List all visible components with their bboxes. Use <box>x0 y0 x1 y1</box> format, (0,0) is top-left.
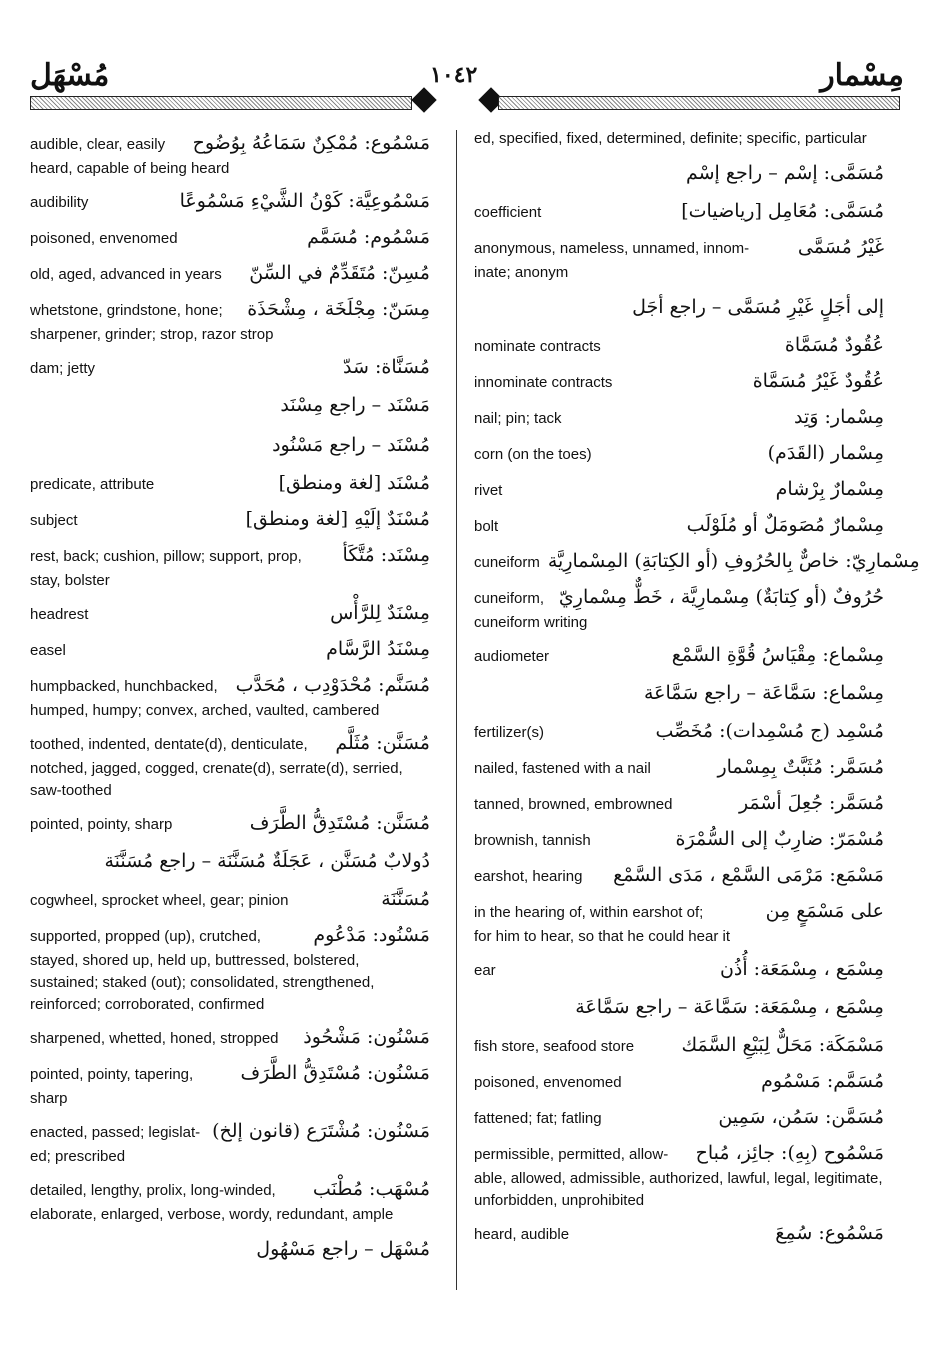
entry-arabic: مِسْنَدٌ لِلرَّأْس <box>330 602 430 624</box>
entry-arabic: مَسْمُوع: مُمْكِنٌ سَمَاعُهُ بِوُضُوح <box>192 132 430 154</box>
entry-arabic: مُسَمَّى: مُعَامِل [رياضيات] <box>681 200 884 222</box>
entry-arabic: مُسَنَّاة: سَدّ <box>343 356 430 378</box>
entry-arabic: مُسَنَّنَة <box>381 888 430 910</box>
entry-arabic: مَسْنُون: مُشْتَرَع (قانون إلخ) <box>212 1120 430 1142</box>
entry-english: humpbacked, hunchbacked, <box>30 678 218 695</box>
dictionary-entry <box>30 884 430 914</box>
dictionary-entry <box>474 474 884 504</box>
entry-arabic: عُقُودٌ غَيْرُ مُسَمَّاة <box>752 370 884 392</box>
entry-english: fertilizer(s) <box>474 724 544 741</box>
entry-arabic: مُسَمَّن: سَمُن، سَمِين <box>718 1106 884 1128</box>
dictionary-entry <box>474 1066 884 1096</box>
dictionary-entry <box>30 920 430 1016</box>
entry-english: dam; jetty <box>30 360 96 377</box>
entry-arabic: مُسْهَب: مُطْنَب <box>312 1178 430 1200</box>
dictionary-entry <box>30 670 430 722</box>
entry-line <box>30 1022 430 1052</box>
entry-english: bolt <box>474 518 499 535</box>
entry-english: cuneiform <box>474 554 540 571</box>
entry-arabic: مِسْمارٌ مُصَومَلٌ أو مُلَوْلَب <box>686 514 884 536</box>
entry-line <box>474 1030 884 1060</box>
right-guide-word: مِسْمار <box>820 58 904 93</box>
entry-continuation: able, allowed, admissible, authorized, lawful, legal, legitimate, unforbidden, unprohibited <box>474 1170 883 1209</box>
entry-arabic: مَسْنَد – راجع مِسْنَد <box>280 394 430 416</box>
dictionary-entry <box>30 294 430 346</box>
entry-line <box>474 474 884 504</box>
entry-arabic: مُسَمَّم: مَسْمُوم <box>761 1070 884 1092</box>
entry-english: headrest <box>30 606 89 623</box>
entry-arabic: مِسْمارٌ بِرْشام <box>775 478 884 500</box>
entry-line <box>30 634 430 664</box>
dictionary-entry <box>474 954 884 984</box>
entry-arabic: مُسِنّ: مُتَقَدِّمٌ في السِّنّ <box>249 262 430 284</box>
dictionary-entry <box>474 788 884 818</box>
dictionary-entry <box>474 196 884 226</box>
entry-english: brownish, tannish <box>474 832 591 849</box>
entry-english: fattened; fat; fatling <box>474 1110 602 1127</box>
entry-line <box>30 540 430 570</box>
dictionary-entry <box>474 860 884 890</box>
dictionary-entry <box>30 1022 430 1052</box>
entry-line <box>474 860 884 890</box>
entry-arabic: مُسْمِد (ج مُسْمِدات): مُخَصِّب <box>655 720 884 742</box>
entry-line <box>474 402 884 432</box>
entry-english: sharpened, whetted, honed, stropped <box>30 1030 279 1047</box>
entry-english: enacted, passed; legislat- <box>30 1124 201 1141</box>
dictionary-entry <box>474 896 884 948</box>
dictionary-entry <box>30 728 430 802</box>
entry-english: easel <box>30 642 66 659</box>
entry-arabic: دُولابٌ مُسَنَّن ، عَجَلَةٌ مُسَنَّنَة – راجع مُسَنَّنَة <box>104 850 430 872</box>
dictionary-entry <box>30 222 430 252</box>
entry-line <box>474 366 884 396</box>
entry-line <box>474 330 884 360</box>
entry-arabic: غَيْرُ مُسَمَّى <box>797 236 884 258</box>
entry-arabic: مِسْماع: سَمَّاعَة – راجع سَمَّاعَة <box>643 682 884 704</box>
dictionary-entry <box>30 1058 430 1110</box>
entry-arabic: مُسَنَّن: مُسْتَدِقُّ الطَّرَف <box>249 812 430 834</box>
entry-continuation: sharpener, grinder; strop, razor strop <box>30 326 274 343</box>
entry-arabic: مَسْمَكَة: مَحَلٌّ لِبَيْعِ السَّمَك <box>681 1034 884 1056</box>
dictionary-entry <box>30 428 430 462</box>
dictionary-entry <box>474 290 884 324</box>
entry-english: old, aged, advanced in years <box>30 266 222 283</box>
entry-arabic: مُسْنَد [لغة ومنطق] <box>278 472 430 494</box>
entry-line <box>474 716 884 746</box>
entry-arabic: مُسْمَرّ: ضارِبٌ إلى السُّمْرَة <box>675 828 884 850</box>
entry-arabic: مَسْمُوع: سُمِعَ <box>775 1222 884 1244</box>
dictionary-entry <box>474 438 884 468</box>
entry-line <box>30 728 430 758</box>
dictionary-entry <box>474 990 884 1024</box>
dictionary-entry <box>30 186 430 216</box>
entry-english: heard, audible <box>474 1226 570 1243</box>
entry-line <box>474 640 884 670</box>
dictionary-entry <box>474 546 920 576</box>
entry-continuation: humped, humpy; convex, arched, vaulted, cambered <box>30 702 380 719</box>
entry-arabic: عُقُودٌ مُسَمَّاة <box>784 334 884 356</box>
entry-arabic: على مَسْمَعٍ مِن <box>765 900 884 922</box>
entry-english: toothed, indented, dentate(d), denticulate, <box>30 736 308 753</box>
entry-arabic: مُسَمَّر: جُعِلَ أسْمَر <box>738 792 884 814</box>
dictionary-entry <box>30 504 430 534</box>
dictionary-entry <box>474 1218 884 1248</box>
entry-english: audibility <box>30 194 89 211</box>
entry-line <box>474 1138 884 1168</box>
entry-line <box>474 788 884 818</box>
entry-arabic: مِسْمارِيّ: خاصٌّ بِالحُرُوفِ (أو الكِتابَةِ) المِسْمارِيَّة <box>547 550 920 572</box>
entry-english: subject <box>30 512 78 529</box>
entry-arabic: مِسْنَد: مُتَّكَأ <box>342 544 430 566</box>
entry-line <box>474 752 884 782</box>
entry-english: rest, back; cushion, pillow; support, prop, <box>30 548 302 565</box>
entry-line <box>30 294 430 324</box>
entry-arabic: مِسْمار (القَدَم) <box>767 442 884 464</box>
entry-line <box>30 884 430 914</box>
entry-continuation: stay, bolster <box>30 572 110 589</box>
entry-line <box>474 546 920 576</box>
entry-line <box>30 468 430 498</box>
entry-line <box>474 954 884 984</box>
dictionary-entry <box>30 1232 430 1266</box>
left-column <box>30 128 430 1272</box>
entry-arabic: إلى أجَلٍ غَيْرِ مُسَمَّى – راجع أجَل <box>632 296 884 318</box>
dictionary-entry <box>30 598 430 628</box>
dictionary-entry <box>30 540 430 592</box>
entry-line <box>30 128 430 158</box>
entry-line <box>474 510 884 540</box>
column-divider <box>456 130 457 1290</box>
dictionary-entry <box>30 844 430 878</box>
entry-english: detailed, lengthy, prolix, long-winded, <box>30 1182 276 1199</box>
entry-line <box>30 1116 430 1146</box>
entry-line <box>30 808 430 838</box>
entry-line <box>30 1058 430 1088</box>
page-header <box>0 0 934 125</box>
entry-continuation: for him to hear, so that he could hear it <box>474 928 730 945</box>
dictionary-entry <box>474 752 884 782</box>
entry-line <box>30 1174 430 1204</box>
entry-line <box>474 1218 884 1248</box>
entry-english: permissible, permitted, allow- <box>474 1146 669 1163</box>
entry-continuation: ed, specified, fixed, determined, definite; specific, particular <box>474 130 867 147</box>
entry-english: nominate contracts <box>474 338 601 355</box>
entry-english: nailed, fastened with a nail <box>474 760 651 777</box>
entry-english: innominate contracts <box>474 374 613 391</box>
entry-english: rivet <box>474 482 503 499</box>
entry-english: predicate, attribute <box>30 476 155 493</box>
entry-continuation: sharp <box>30 1090 68 1107</box>
entry-arabic: مُسَنَّن: مُثَلَّم <box>335 732 430 754</box>
dictionary-entry <box>474 232 884 284</box>
entry-english: pointed, pointy, tapering, <box>30 1066 194 1083</box>
entry-continuation: ed; prescribed <box>30 1148 126 1165</box>
entry-line <box>30 258 430 288</box>
page-number: ١٠٤٢ <box>430 62 478 88</box>
entry-arabic: مِسْنَدُ الرَّسَّام <box>326 638 430 660</box>
dictionary-entry <box>474 1030 884 1060</box>
dictionary-entry <box>474 128 884 150</box>
entry-arabic: مَسْنُون: مُسْتَدِقُّ الطَّرَف <box>240 1062 430 1084</box>
entry-english: audible, clear, easily <box>30 136 166 153</box>
entry-line <box>474 438 884 468</box>
entry-english: nail; pin; tack <box>474 410 562 427</box>
entry-arabic: مُسْنَد – راجع مَسْنُود <box>272 434 430 456</box>
entry-arabic: مَسْمُوح (بِهِ): جائِز، مُباح <box>695 1142 884 1164</box>
entry-arabic: مَسْنُود: مَدْعُوم <box>313 924 430 946</box>
entry-english: audiometer <box>474 648 550 665</box>
entry-arabic: مَسْمُوم: مُسَمَّم <box>307 226 430 248</box>
dictionary-entry <box>30 388 430 422</box>
entry-english: cogwheel, sprocket wheel, gear; pinion <box>30 892 289 909</box>
entry-english: poisoned, envenomed <box>474 1074 622 1091</box>
dictionary-entry <box>474 330 884 360</box>
dictionary-entry <box>474 1102 884 1132</box>
entry-continuation: elaborate, enlarged, verbose, wordy, redundant, ample <box>30 1206 394 1223</box>
dictionary-entry <box>474 510 884 540</box>
dictionary-entry <box>30 1174 430 1226</box>
entry-continuation: cuneiform writing <box>474 614 588 631</box>
dictionary-entry <box>474 1138 884 1212</box>
entry-arabic: مَسْمُوعِيَّة: كَوْنُ الشَّيْءِ مَسْمُوعًا <box>179 190 430 212</box>
right-column <box>474 128 920 1254</box>
entry-line <box>474 582 884 612</box>
entry-arabic: حُرُوفٌ (أو كِتابَةٌ) مِسْمارِيَّة ، خَطٌّ مِسْمارِيّ <box>558 586 884 608</box>
entry-english: ear <box>474 962 496 979</box>
entry-english: fish store, seafood store <box>474 1038 635 1055</box>
entry-line <box>30 670 430 700</box>
entry-continuation: heard, capable of being heard <box>30 160 230 177</box>
entry-arabic: مِسْمَع ، مِسْمَعَة: سَمَّاعَة – راجع سَمَّاعَة <box>575 996 884 1018</box>
entry-line <box>474 196 884 226</box>
dictionary-entry <box>474 716 884 746</box>
dictionary-entry <box>474 640 884 670</box>
entry-line <box>474 896 884 926</box>
dictionary-entry <box>474 676 884 710</box>
dictionary-entry <box>474 582 884 634</box>
entry-arabic: مَسْمَع: مَرْمَى السَّمْع ، مَدَى السَّمْع <box>613 864 884 886</box>
entry-line <box>30 352 430 382</box>
entry-line <box>474 1102 884 1132</box>
dictionary-entry <box>474 156 884 190</box>
entry-continuation: notched, jagged, cogged, crenate(d), serrate(d), serried, saw-toothed <box>30 760 403 799</box>
entry-continuation: stayed, shored up, held up, buttressed, bolstered, sustained; staked (out); consolidated, strengthened, reinforced; corroborated, confirmed <box>30 952 375 1013</box>
entry-arabic: مِسْمَع ، مِسْمَعَة: أُذُن <box>719 958 884 980</box>
entry-english: pointed, pointy, sharp <box>30 816 173 833</box>
left-guide-word: مُسْهَل <box>30 58 110 93</box>
entry-english: earshot, hearing <box>474 868 583 885</box>
entry-line <box>474 232 884 262</box>
dictionary-entry <box>474 824 884 854</box>
entry-english: cuneiform, <box>474 590 545 607</box>
entry-line <box>30 920 430 950</box>
entry-arabic: مَسْنُون: مَشْحُوذ <box>303 1026 430 1048</box>
entry-arabic: مِسَنّ: مِجْلَخَة ، مِشْحَذَة <box>247 298 430 320</box>
entry-arabic: مِسْمار: وَتِد <box>794 406 884 428</box>
entry-arabic: مُسَنَّم: مُحْدَوْدِب ، مُحَدَّب <box>235 674 430 696</box>
header-rule-right <box>498 96 900 110</box>
entry-continuation: inate; anonym <box>474 264 569 281</box>
entry-arabic: مُسَمَّر: مُثَبَّتٌ بِمِسْمار <box>717 756 884 778</box>
entry-english: tanned, browned, embrowned <box>474 796 673 813</box>
dictionary-entry <box>30 352 430 382</box>
entry-line <box>30 598 430 628</box>
entry-line <box>474 1066 884 1096</box>
entry-arabic: مُسْنَدٌ إلَيْهِ [لغة ومنطق] <box>245 508 430 530</box>
dictionary-entry <box>30 1116 430 1168</box>
dictionary-entry <box>30 128 430 180</box>
dictionary-entry <box>30 258 430 288</box>
dictionary-entry <box>30 808 430 838</box>
header-rule-left <box>30 96 412 110</box>
entry-line <box>474 824 884 854</box>
entry-line <box>30 504 430 534</box>
entry-english: anonymous, nameless, unnamed, innom- <box>474 240 750 257</box>
entry-english: corn (on the toes) <box>474 446 592 463</box>
entry-arabic: مِسْماع: مِقْيَاسُ قُوَّةِ السَّمْع <box>671 644 884 666</box>
header-diamond-left <box>411 87 436 112</box>
entry-line <box>30 186 430 216</box>
entry-line <box>30 222 430 252</box>
entry-english: poisoned, envenomed <box>30 230 178 247</box>
entry-arabic: مُسَمَّى: إسْم – راجع إسْم <box>685 162 884 184</box>
entry-arabic: مُسْهَل – راجع مَسْهُول <box>256 1238 430 1260</box>
dictionary-entry <box>30 634 430 664</box>
entry-english: coefficient <box>474 204 542 221</box>
entry-english: whetstone, grindstone, hone; <box>30 302 223 319</box>
dictionary-entry <box>30 468 430 498</box>
dictionary-entry <box>474 402 884 432</box>
entry-english: supported, propped (up), crutched, <box>30 928 261 945</box>
dictionary-entry <box>474 366 884 396</box>
entry-english: in the hearing of, within earshot of; <box>474 904 704 921</box>
